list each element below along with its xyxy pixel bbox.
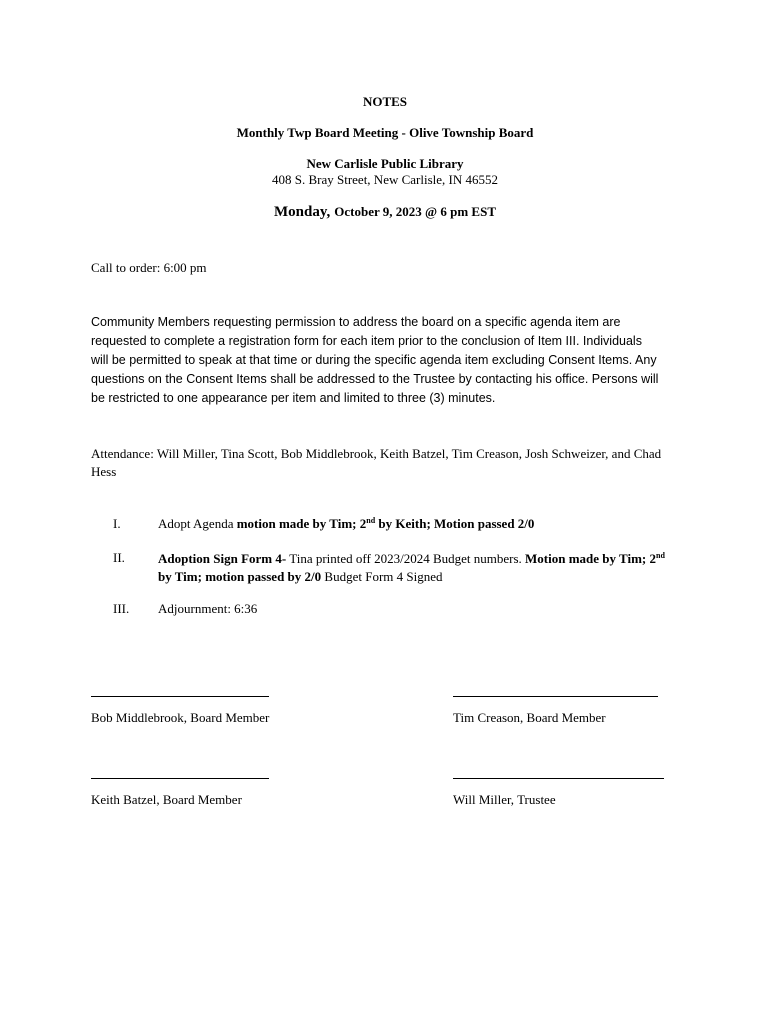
agenda-item-title: Adoption Sign Form 4- bbox=[158, 551, 287, 566]
signature-label-bob-middlebrook: Bob Middlebrook, Board Member bbox=[91, 710, 270, 725]
location-address: 408 S. Bray Street, New Carlisle, IN 46552 bbox=[271, 172, 499, 187]
attendance-line: Hess bbox=[91, 464, 117, 479]
paragraph-line: be restricted to one appearance per item and limited to three (3) minutes. bbox=[91, 391, 496, 405]
signature-line bbox=[453, 696, 658, 697]
agenda-item-motion: motion made by Tim; 2 bbox=[236, 516, 367, 531]
agenda-item-adoption-sign-form bbox=[158, 550, 698, 586]
signature-label-keith-batzel: Keith Batzel, Board Member bbox=[91, 792, 242, 807]
meeting-date bbox=[0, 203, 770, 221]
attendance bbox=[91, 445, 691, 481]
location-name: New Carlisle Public Library bbox=[306, 156, 464, 171]
call-to-order: Call to order: 6:00 pm bbox=[91, 260, 207, 275]
signature-line bbox=[453, 778, 664, 779]
ordinal-suffix: nd bbox=[366, 516, 376, 525]
meeting-title: Monthly Twp Board Meeting - Olive Township Board bbox=[236, 125, 534, 140]
agenda-item-adjournment: Adjournment: 6:36 bbox=[158, 601, 258, 616]
ordinal-suffix: nd bbox=[656, 551, 665, 560]
agenda-item-text: Adopt Agenda bbox=[158, 516, 237, 531]
paragraph-line: Community Members requesting permission to address the board on a specific agenda item are bbox=[91, 315, 621, 329]
agenda-item-motion: Motion made by Tim; 2 bbox=[525, 551, 657, 566]
agenda-item-text: Tina printed off 2023/2024 Budget numbers. bbox=[286, 551, 526, 566]
community-paragraph bbox=[91, 313, 691, 408]
agenda-item-motion: by Tim; motion passed by 2/0 bbox=[158, 569, 322, 584]
notes-title: NOTES bbox=[362, 94, 408, 109]
signature-line bbox=[91, 778, 269, 779]
paragraph-line: requested to complete a registration form for each item prior to the conclusion of Item III. Individuals bbox=[91, 334, 642, 348]
paragraph-line: will be permitted to speak at that time or during the specific agenda item excluding Consent Items. Any bbox=[91, 353, 657, 367]
paragraph-line: questions on the Consent Items shall be addressed to the Trustee by contacting his office. Persons will bbox=[91, 372, 659, 386]
agenda-item-motion: by Keith; Motion passed 2/0 bbox=[375, 516, 535, 531]
agenda-numeral: III. bbox=[113, 601, 130, 616]
agenda-item-adopt-agenda bbox=[158, 516, 534, 532]
agenda-item-text: Budget Form 4 Signed bbox=[321, 569, 443, 584]
signature-line bbox=[91, 696, 269, 697]
meeting-day: Monday, bbox=[274, 204, 331, 220]
signature-label-will-miller: Will Miller, Trustee bbox=[453, 792, 556, 807]
attendance-line: Attendance: Will Miller, Tina Scott, Bob Middlebrook, Keith Batzel, Tim Creason, Josh Schweizer, and Chad bbox=[91, 446, 662, 461]
agenda-numeral: II. bbox=[113, 550, 125, 565]
signature-label-tim-creason: Tim Creason, Board Member bbox=[453, 710, 606, 725]
agenda-numeral: I. bbox=[113, 516, 121, 531]
meeting-date-time: October 9, 2023 @ 6 pm EST bbox=[334, 204, 496, 219]
